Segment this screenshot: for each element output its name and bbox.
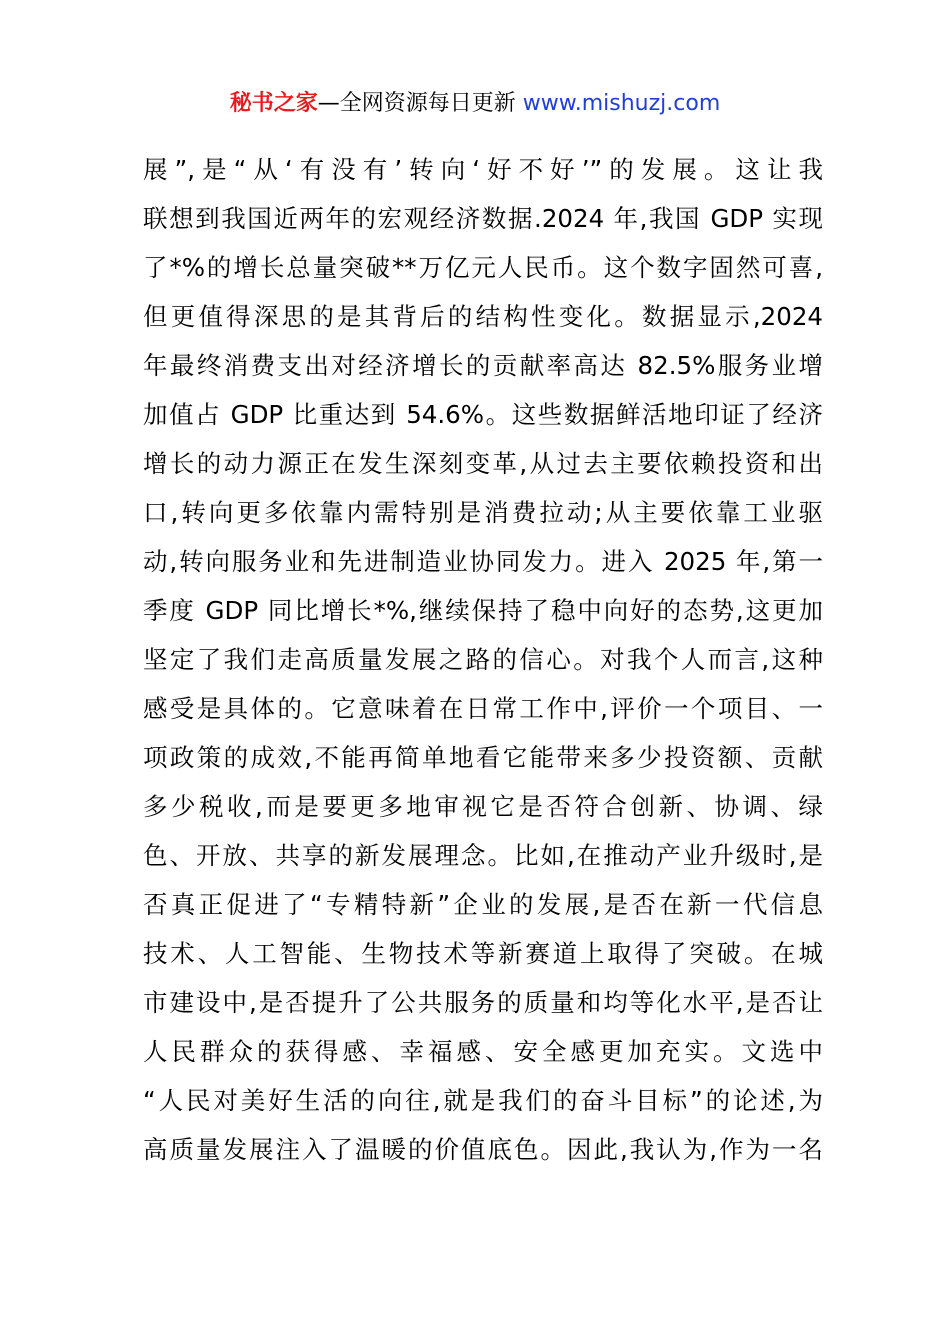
site-slogan: —全网资源每日更新 xyxy=(317,91,523,116)
text-line: 人民群众的获得感、幸福感、安全感更加充实。文选中 xyxy=(143,1037,823,1066)
text-line: 感受是具体的。它意味着在日常工作中,评价一个项目、一 xyxy=(143,694,823,723)
text-line: 色、开放、共享的新发展理念。比如,在推动产业升级时,是 xyxy=(143,841,823,870)
text-line: 否真正促进了“专精特新”企业的发展,是否在新一代信息 xyxy=(143,890,823,919)
text-line: 展”,是“从‘有没有’转向‘好不好’”的发展。这让我 xyxy=(143,155,823,184)
text-line: 季度 GDP 同比增长*%,继续保持了稳中向好的态势,这更加 xyxy=(143,596,823,625)
site-url-link[interactable]: www.mishuzj.com xyxy=(522,91,721,116)
text-line: “人民对美好生活的向往,就是我们的奋斗目标”的论述,为 xyxy=(143,1086,823,1115)
text-line: 联想到我国近两年的宏观经济数据.2024 年,我国 GDP 实现 xyxy=(143,204,823,233)
text-line: 了*%的增长总量突破**万亿元人民币。这个数字固然可喜, xyxy=(143,253,823,282)
document-body xyxy=(143,145,823,1174)
text-line: 加值占 GDP 比重达到 54.6%。这些数据鲜活地印证了经济 xyxy=(143,400,823,429)
text-line: 口,转向更多依靠内需特别是消费拉动;从主要依靠工业驱 xyxy=(143,498,823,527)
text-line: 多少税收,而是要更多地审视它是否符合创新、协调、绿 xyxy=(143,792,823,821)
page-header xyxy=(0,88,950,120)
text-line: 动,转向服务业和先进制造业协同发力。进入 2025 年,第一 xyxy=(143,547,823,576)
text-line: 增长的动力源正在发生深刻变革,从过去主要依赖投资和出 xyxy=(143,449,823,478)
text-line: 坚定了我们走高质量发展之路的信心。对我个人而言,这种 xyxy=(143,645,823,674)
text-line: 年最终消费支出对经济增长的贡献率高达 82.5%服务业增 xyxy=(143,351,823,380)
text-line: 技术、人工智能、生物技术等新赛道上取得了突破。在城 xyxy=(143,939,823,968)
text-line: 高质量发展注入了温暖的价值底色。因此,我认为,作为一名 xyxy=(143,1135,823,1164)
text-line: 但更值得深思的是其背后的结构性变化。数据显示,2024 xyxy=(143,302,823,331)
text-line: 项政策的成效,不能再简单地看它能带来多少投资额、贡献 xyxy=(143,743,823,772)
text-line: 市建设中,是否提升了公共服务的质量和均等化水平,是否让 xyxy=(143,988,823,1017)
site-name: 秘书之家 xyxy=(229,91,318,116)
